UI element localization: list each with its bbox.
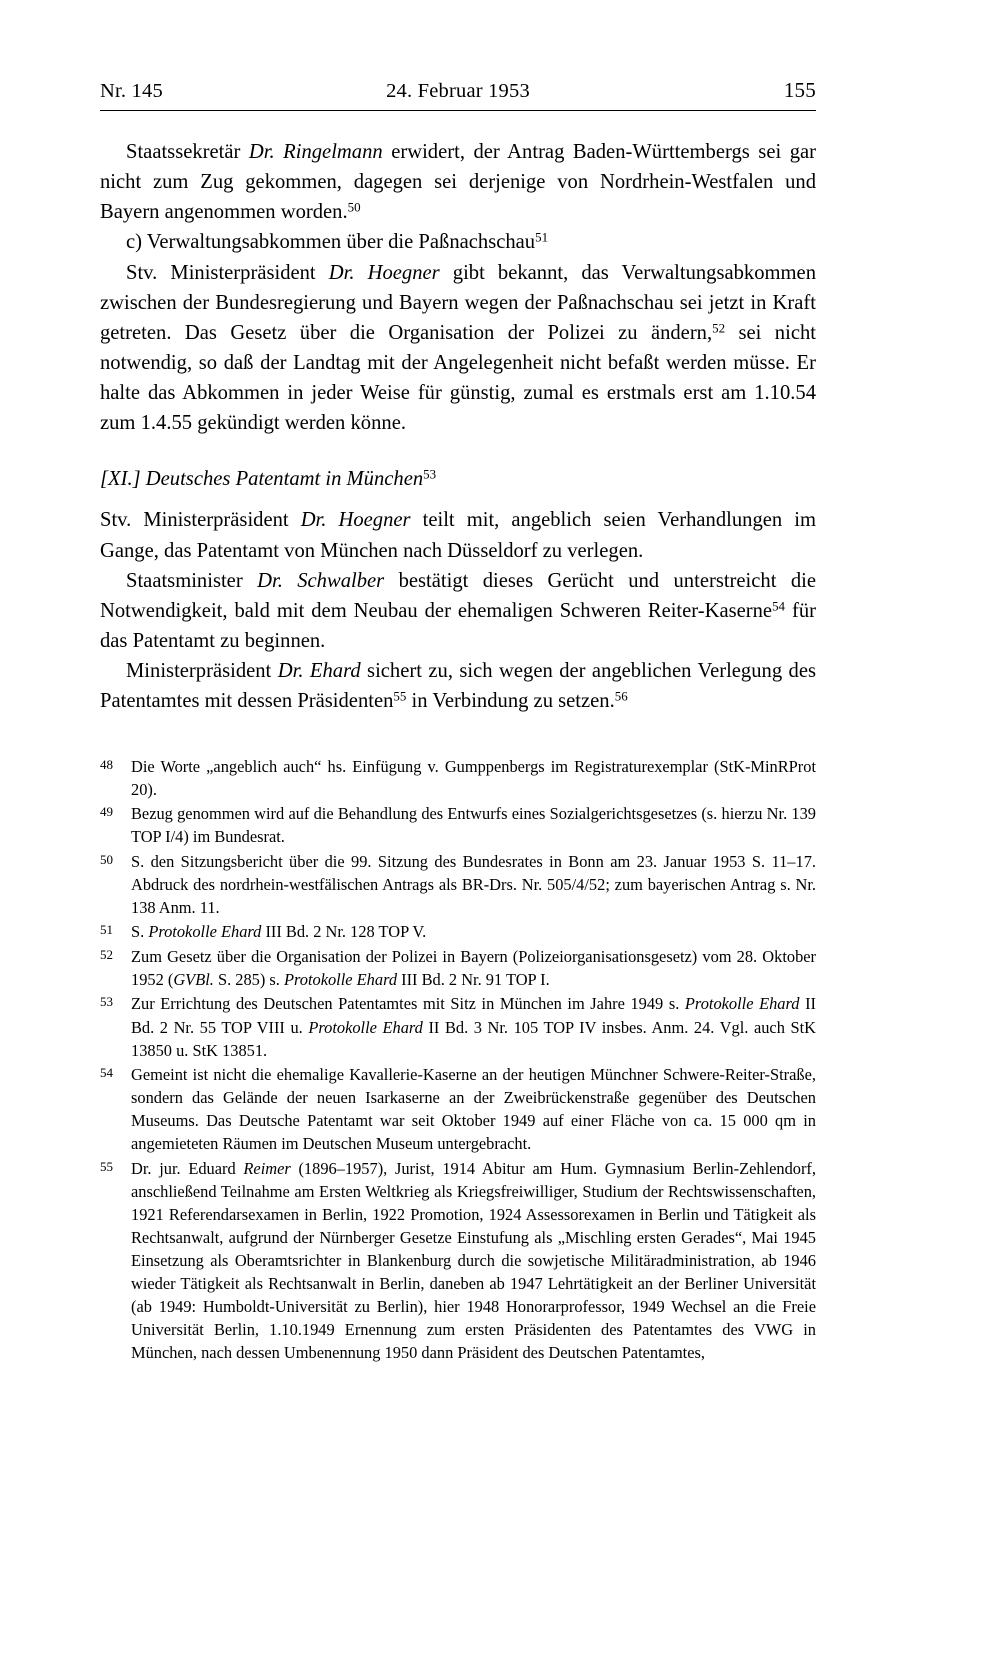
footnote-text: Dr. jur. Eduard Reimer (1896–1957), Jurist, 1914 Abitur am Hum. Gymnasium Berlin-Zehlendorf, anschließend Teilnahme am Ersten Weltkrieg als Kriegsfreiwilliger, Studium der Rechtswissenschaften, 1921 Referendarsexamen in Berlin, 1922 Promotion, 1924 Assessorexamen in Berlin und Tätigkeit als Rechtsanwalt, aufgrund der Nürnberger Gesetze Einstufung als „Mischling ersten Gerades“, Mai 1945 Einsetzung als Oberamtsrichter in Blankenburg durch die sowjetische Militäradministration, ab 1946 wieder Tätigkeit als Rechtsanwalt in Berlin, daneben ab 1947 Lehrtätigkeit an der Berliner Universität (ab 1949: Humboldt-Universität zu Berlin), hier 1948 Honorarprofessor, 1949 Wechsel an die Freie Universität Berlin, 1.10.1949 Ernennung zum ersten Präsidenten des Patentamtes des VWG in München, nach dessen Umbenennung 1950 dann Präsident des Deutschen Patentamtes, <box>131 1158 816 1363</box>
paragraph-hoegner-1 <box>100 258 816 439</box>
footnote-number: 49 <box>100 804 113 820</box>
footnote-text: Zur Errichtung des Deutschen Patentamtes mit Sitz in München im Jahre 1949 s. Protokolle Ehard II Bd. 2 Nr. 55 TOP VIII u. Protokolle Ehard II Bd. 3 Nr. 105 TOP IV insbes. Anm. 24. Vgl. auch StK 13850 u. StK 13851. <box>131 994 816 1060</box>
paragraph-text: gibt bekannt, das Verwaltungsabkommen zwischen der Bundesregierung und Bayern wegen der Paßnachschau sei jetzt in Kraft getreten. Das Gesetz über die Organisation der Polizei zu ändern, <box>100 261 816 344</box>
footnote-text: S. Protokolle Ehard III Bd. 2 Nr. 128 TOP V. <box>131 922 427 942</box>
footnote-number: 51 <box>100 922 113 938</box>
footnote-53 <box>100 992 816 1061</box>
speaker-name: Dr. Ehard <box>277 660 361 683</box>
footnote-49 <box>100 802 816 848</box>
footnote-number: 53 <box>100 994 113 1010</box>
footnote-ref-51[interactable]: 51 <box>535 229 549 245</box>
running-head-number: Nr. 145 <box>100 80 163 102</box>
paragraph-ehard <box>100 656 816 716</box>
footnote-ref-53[interactable]: 53 <box>423 466 437 482</box>
footnote-section <box>100 755 816 1365</box>
footnote-number: 54 <box>100 1065 113 1081</box>
paragraph-text: teilt mit, angeblich seien Verhandlungen im Gange, das Patentamt von München nach Düsseldorf zu verlegen. <box>100 509 816 562</box>
footnote-text: Die Worte „angeblich auch“ hs. Einfügung v. Gumppenbergs im Registraturexemplar (StK-MinRProt 20). <box>131 756 816 799</box>
paragraph-hoegner-2 <box>100 505 816 565</box>
footnote-ref-54[interactable]: 54 <box>772 598 786 614</box>
page-number: 155 <box>783 78 816 102</box>
speaker-role: Staatssekretär <box>126 141 249 163</box>
footnote-text: Gemeint ist nicht die ehemalige Kavallerie-Kaserne an der heutigen Münchner Schwere-Reiter-Straße, sondern das Gelände der neuen Isarkaserne an der Zweibrückenstraße gegenüber des Deutschen Museums. Das Deutsche Patentamt war seit Oktober 1949 auf einer Fläche von ca. 15 000 qm in angemieteten Räumen im Deutschen Museum untergebracht. <box>131 1065 816 1154</box>
paragraph-text-cont: sei nicht notwendig, so daß der Landtag mit der Angelegenheit nicht befaßt werden müsse. Er halte das Abkommen in jeder Weise für günstig, zumal es erstmals erst am 1.10.54 zum 1.4.55 gekündigt werden könne. <box>100 321 816 435</box>
paragraph-ringelmann <box>100 137 816 227</box>
running-head-date: 24. Februar 1953 <box>386 80 530 102</box>
footnote-ref-55[interactable]: 55 <box>393 688 407 704</box>
section-number: [XI.] <box>100 467 141 490</box>
footnote-number: 48 <box>100 756 113 772</box>
footnote-50 <box>100 850 816 919</box>
footnote-51 <box>100 920 816 943</box>
paragraph-text: bestätigt dieses Gerücht und unterstreicht die Notwendigkeit, bald mit dem Neubau der ehemaligen Schweren Reiter-Kaserne <box>100 569 816 622</box>
footnote-54 <box>100 1063 816 1155</box>
paragraph-text: sichert zu, sich wegen der angeblichen Verlegung des Patentamtes mit dessen Präsidenten <box>100 660 817 713</box>
running-head <box>100 78 816 111</box>
paragraph-schwalber <box>100 566 816 656</box>
body-text <box>100 137 816 717</box>
footnote-number: 50 <box>100 851 113 867</box>
footnote-48 <box>100 755 816 801</box>
section-heading <box>100 465 816 495</box>
speaker-name: Dr. Hoegner <box>300 509 411 532</box>
paragraph-text: erwidert, der Antrag Baden-Württembergs sei gar nicht zum Zug gekommen, dagegen sei derjenige von Nordrhein-Westfalen und Bayern angenommen worden. <box>100 141 816 224</box>
speaker-name: Dr. Ringelmann <box>248 141 383 163</box>
speaker-role: Staatsminister <box>126 569 258 592</box>
paragraph-text-cont: in Verbindung zu setzen. <box>406 690 615 713</box>
footnote-ref-52[interactable]: 52 <box>712 320 726 336</box>
footnote-number: 52 <box>100 946 113 962</box>
footnote-text: S. den Sitzungsbericht über die 99. Sitzung des Bundesrates in Bonn am 23. Januar 1953 S. 11–17. Abdruck des nordrhein-westfälischen Antrags als BR-Drs. Nr. 505/4/52; zum bayerischen Antrag s. Nr. 138 Anm. 11. <box>131 851 816 917</box>
section-title: Deutsches Patentamt in München <box>145 467 424 490</box>
footnote-text: Bezug genommen wird auf die Behandlung des Entwurfs eines Sozialgerichtsgesetzes (s. hierzu Nr. 139 TOP I/4) im Bundesrat. <box>131 804 816 847</box>
footnote-number: 55 <box>100 1158 113 1174</box>
speaker-role: Stv. Ministerpräsident <box>126 261 329 284</box>
speaker-role: Ministerpräsident <box>126 660 278 683</box>
paragraph-text-cont: für das Patentamt zu beginnen. <box>100 599 816 653</box>
speaker-name: Dr. Hoegner <box>328 261 440 284</box>
footnote-ref-56[interactable]: 56 <box>614 688 628 704</box>
footnote-text: Zum Gesetz über die Organisation der Polizei in Bayern (Polizeiorganisationsgesetz) vom 28. Oktober 1952 (GVBl. S. 285) s. Protokolle Ehard III Bd. 2 Nr. 91 TOP I. <box>131 946 816 989</box>
footnote-55 <box>100 1157 816 1364</box>
footnote-52 <box>100 945 816 991</box>
speaker-role: Stv. Ministerpräsident <box>100 509 301 532</box>
footnote-ref-50[interactable]: 50 <box>347 199 361 215</box>
paragraph-agenda-c <box>100 227 816 257</box>
agenda-item-label: c) Verwaltungsabkommen über die Paßnachschau <box>126 231 536 254</box>
speaker-name: Dr. Schwalber <box>257 569 385 592</box>
